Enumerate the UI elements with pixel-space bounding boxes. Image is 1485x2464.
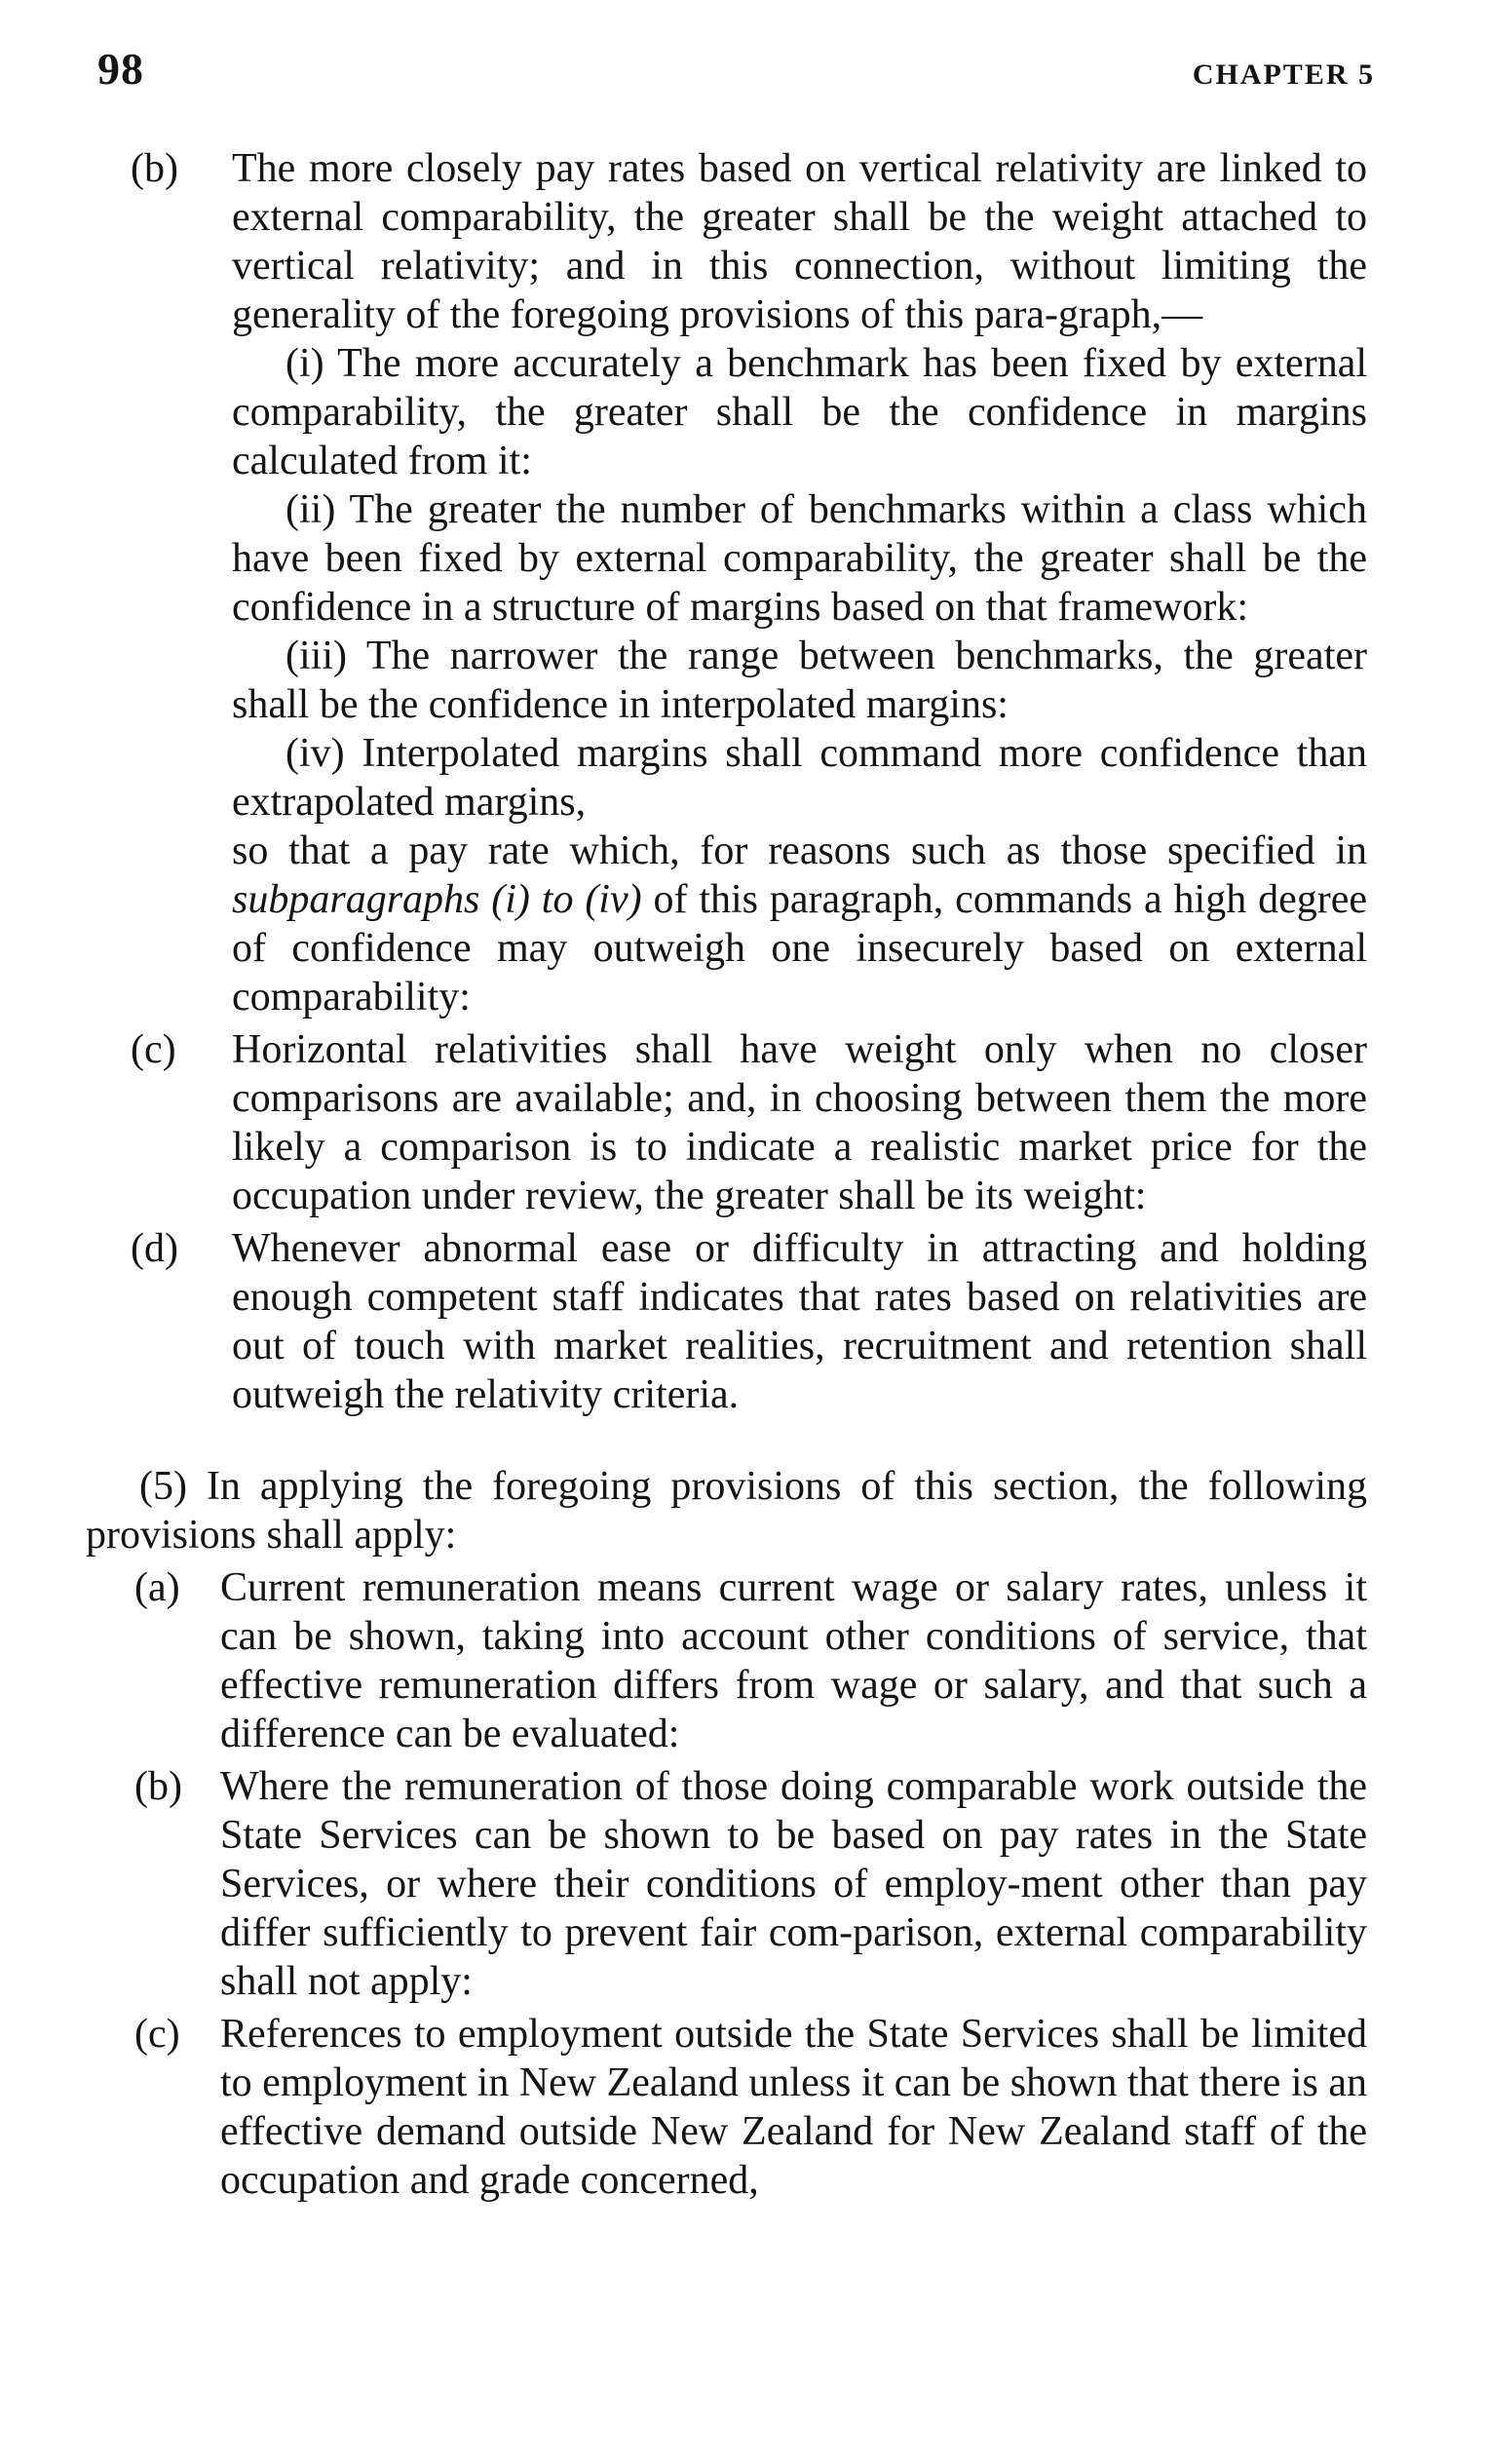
clause-tail [232,827,1367,1021]
clause-text: The more closely pay rates based on vertical relativity are linked to external comparability, the greater shall be the weight attached to vertical relativity; and in this connection, without limiting the generality of the foregoing provisions of this para-graph,— [232,146,1367,337]
subsection-5-intro: (5) In applying the foregoing provisions of this section, the following provisions shall apply: [86,1464,1367,1558]
subclause-iii: (iii) The narrower the range between benchmarks, the greater shall be the confidence in interpolated margins: [232,634,1367,727]
subclause-i: (i) The more accurately a benchmark has been fixed by external comparability, the greater shall be the confidence in margins calculated from it: [232,341,1367,483]
clause-marker: (b) [131,146,178,191]
clause-text: Where the remuneration of those doing comparable work outside the State Services can be shown to be based on pay rates in the State Services, or where their conditions of employ-ment other than pay differ sufficiently to prevent fair com-parison, external comparability shall not apply: [220,1764,1367,2004]
clause-marker: (a) [134,1565,180,1610]
subclause-ii: (ii) The greater the number of benchmarks within a class which have been fixed by external comparability, the greater shall be the confidence in a structure of margins based on that framework: [232,487,1367,630]
clause-tail-start: so that a pay rate which, for reasons such as those specified in [232,828,1367,873]
clause-text: References to employment outside the State Services shall be limited to employment in New Zealand unless it can be shown that there is an effective demand outside New Zealand for New Zealand staff of the occupation and grade concerned, [220,2012,1367,2203]
clause-text: Current remuneration means current wage or salary rates, unless it can be shown, taking into account other conditions of service, that effective remuneration differs from wage or salary, and that such a difference can be evaluated: [220,1565,1367,1756]
subclause-iv: (iv) Interpolated margins shall command more confidence than extrapolated margins, [232,731,1367,825]
clause-marker: (d) [131,1226,178,1271]
clause-text: Horizontal relativities shall have weight only when no closer comparisons are available; and, in choosing between them the more likely a comparison is to indicate a realistic market price for the occupation under review, the greater shall be its weight: [232,1027,1367,1218]
clause-tail-end: of this paragraph, commands a high degree of confidence may outweigh one insecurely based on external comparability: [232,877,1367,1020]
clause-marker: (b) [134,1764,182,1809]
clause-5b [86,1762,1367,2006]
clause-5a [86,1563,1367,1758]
running-head: CHAPTER 5 [1192,58,1375,91]
document-body [86,144,1367,2205]
clause-4d [86,1224,1367,1419]
clause-marker: (c) [134,2012,180,2057]
page-number: 98 [97,44,144,94]
clause-marker: (c) [131,1027,176,1072]
clause-4b [86,144,1367,1021]
clause-4c [86,1025,1367,1220]
clause-text: Whenever abnormal ease or difficulty in attracting and holding enough competent staff indicates that rates based on relativities are out of touch with market realities, recruitment and retention shall outweigh the relativity criteria. [232,1226,1367,1417]
clause-5c [86,2010,1367,2205]
clause-tail-italic: subparagraphs (i) to (iv) [232,877,642,922]
